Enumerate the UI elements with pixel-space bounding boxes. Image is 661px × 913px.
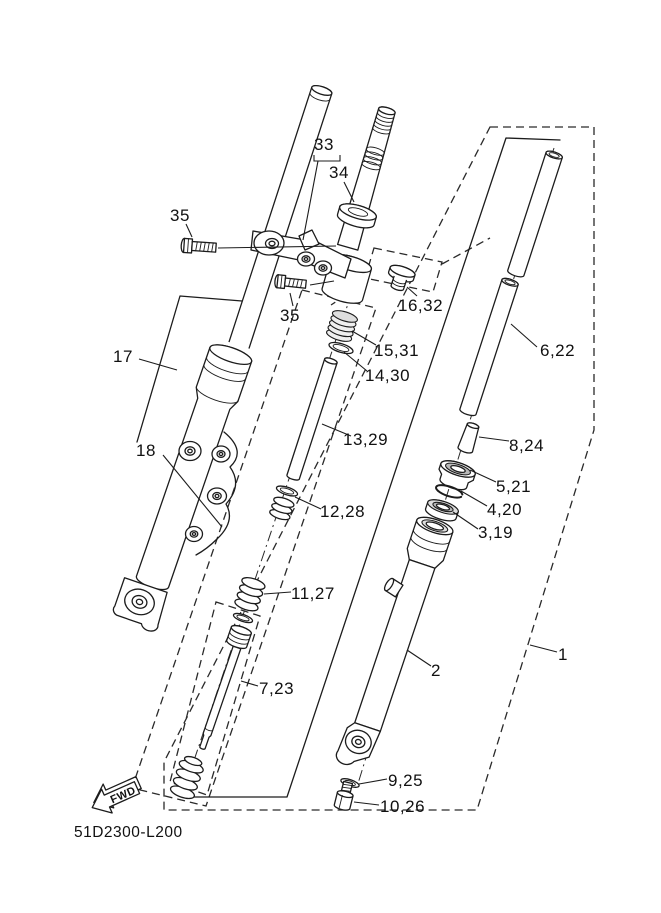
part-label-16-32[interactable]: 16,32: [398, 296, 444, 315]
part-label-5-21[interactable]: 5,21: [496, 477, 532, 496]
part-label-14-30[interactable]: 14,30: [365, 366, 411, 385]
part-label-17[interactable]: 17: [113, 347, 133, 366]
part-15-31-spring-seat: [325, 308, 358, 344]
part-2-outer-tube-right: [326, 510, 455, 773]
part-label-7-23[interactable]: 7,23: [259, 679, 295, 698]
part-13-29-spacer-tube: [286, 357, 338, 482]
fwd-arrow-label: FWD: [108, 784, 138, 807]
part-label-10-26[interactable]: 10,26: [380, 797, 426, 816]
part-label-6-22[interactable]: 6,22: [540, 341, 576, 360]
part-18-outer-tube-left: [130, 341, 254, 595]
diagram-code: 51D2300-L200: [74, 824, 183, 841]
part-label-1[interactable]: 1: [558, 645, 568, 664]
part-17-front-fork-left-assembly: [110, 84, 333, 634]
part-12-28-seat-spring: [269, 495, 295, 521]
part-label-12-28[interactable]: 12,28: [320, 502, 366, 521]
part-16-32-cap: [384, 263, 416, 294]
part-label-34[interactable]: 34: [329, 163, 349, 182]
part-7-23-damper-rod-assembly: [169, 612, 254, 802]
part-label-15-31[interactable]: 15,31: [374, 341, 420, 360]
part-label-13-29[interactable]: 13,29: [343, 430, 389, 449]
part-label-2[interactable]: 2: [431, 661, 441, 680]
part-label-4-20[interactable]: 4,20: [487, 500, 523, 519]
part-label-33[interactable]: 33: [314, 135, 334, 154]
fwd-arrow: [85, 771, 145, 820]
part-label-18[interactable]: 18: [136, 441, 156, 460]
part-6-22-inner-tube-lower: [459, 277, 519, 417]
part-label-35-upper[interactable]: 35: [170, 206, 190, 225]
part-10-26-drain-bolt: [334, 781, 356, 812]
part-label-3-19[interactable]: 3,19: [478, 523, 514, 542]
part-label-11-27[interactable]: 11,27: [291, 584, 335, 603]
part-label-9-25[interactable]: 9,25: [388, 771, 424, 790]
part-label-35-lower[interactable]: 35: [280, 306, 300, 325]
part-11-27-fork-spring: [234, 575, 267, 613]
part-35-bolt-lower: [274, 274, 306, 290]
part-6-22-inner-tube-upper: [507, 150, 563, 279]
part-label-8-24[interactable]: 8,24: [509, 436, 545, 455]
part-35-bolt-upper: [181, 238, 217, 254]
part-8-24-oil-lock-piece: [457, 421, 481, 454]
part-34-dust-cover-collar: [336, 201, 378, 232]
